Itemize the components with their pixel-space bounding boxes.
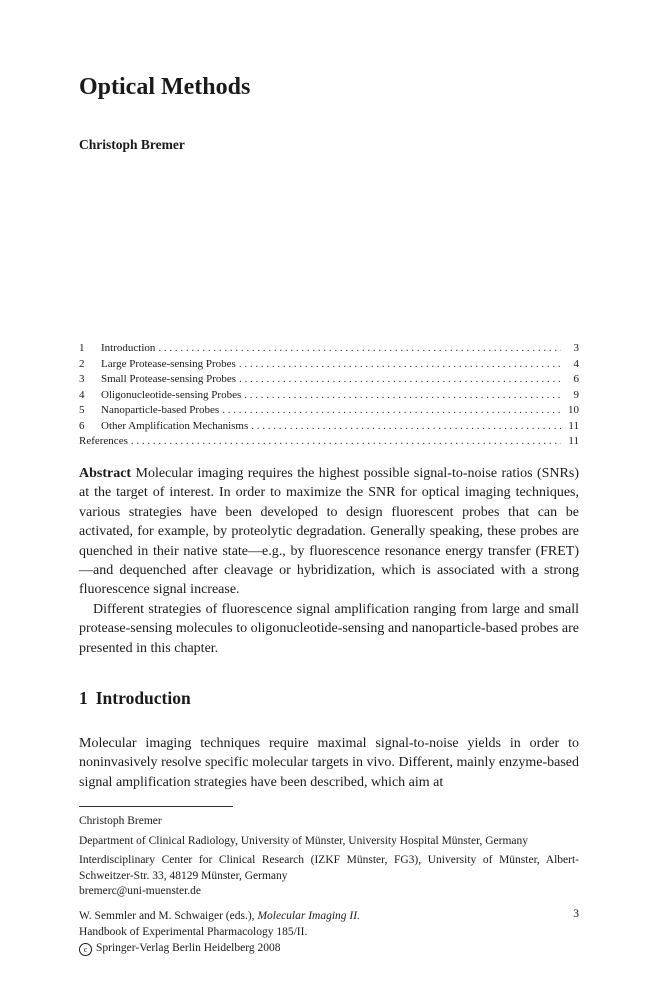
toc-entry-page: 11 — [568, 419, 579, 432]
toc-entry-title: Introduction — [101, 342, 156, 354]
section-number: 1 — [79, 688, 88, 708]
toc-dot-leader — [251, 420, 561, 432]
toc-entry-number: 5 — [79, 404, 85, 416]
author-affiliation — [79, 814, 579, 900]
toc-entry[interactable] — [79, 342, 579, 358]
chapter-author: Christoph Bremer — [79, 137, 185, 152]
toc-entry-title: References — [79, 435, 128, 447]
toc-entry[interactable] — [79, 420, 579, 436]
toc-entry-page: 3 — [573, 342, 579, 354]
abstract-text-1: Molecular imaging requires the highest possible signal-to-noise ratios (SNRs) at the target of interest. In order to maximize the SNR for optical imaging techniques, various strategies have been developed to design fluorescent probes that can be activated, for example, by proteolytic degradation. Generally speaking, these probes are quenched in their native state—e.g., by fluorescence resonance energy transfer (FRET)—and dequenched after cleavage or hybridization, which is associated with a strong fluorescence signal increase. — [79, 466, 579, 598]
toc-entry-title: Nanoparticle-based Probes — [101, 404, 220, 416]
citation-editors-line — [79, 908, 579, 924]
toc-dot-leader — [239, 358, 561, 370]
toc-entry-page: 6 — [573, 373, 579, 385]
introduction-paragraph: Molecular imaging techniques require maximal signal-to-noise yields in order to noninvasively resolve specific molecular targets in vivo. Different, mainly enzyme-based signal amplification strategies have been described, which aim at — [79, 736, 579, 790]
footnote-divider — [79, 806, 233, 807]
citation-book-title: Molecular Imaging II. — [257, 910, 360, 922]
section-title: Introduction — [95, 688, 191, 708]
toc-entry-title: Large Protease-sensing Probes — [101, 357, 236, 370]
toc-dot-leader — [158, 342, 561, 354]
toc-dot-leader — [239, 373, 561, 385]
affiliation-name: Christoph Bremer — [79, 815, 162, 827]
toc-entry[interactable] — [79, 373, 579, 389]
citation-series: Handbook of Experimental Pharmacology 185/II. — [79, 926, 308, 938]
abstract-paragraph-2: Different strategies of fluorescence signal amplification ranging from large and small protease-sensing molecules to oligonucleotide-sensing and nanoparticle-based probes are presented in this chapter. — [79, 601, 579, 656]
toc-entry-page: 10 — [568, 404, 579, 416]
page — [79, 0, 579, 1000]
toc-entry-page: 4 — [573, 357, 579, 370]
toc-entry-number: 1 — [79, 342, 85, 354]
toc-entry-title: Other Amplification Mechanisms — [101, 419, 249, 432]
toc-entry[interactable] — [79, 358, 579, 374]
toc-dot-leader — [222, 404, 561, 416]
affiliation-email: bremerc@uni-muenster.de — [79, 885, 202, 897]
section-heading-introduction — [79, 688, 191, 709]
citation-copyright: Springer-Verlag Berlin Heidelberg 2008 — [96, 942, 281, 954]
toc-entry-page: 11 — [568, 435, 579, 447]
affiliation-department: Department of Clinical Radiology, University of Münster, University Hospital Münster, Germany — [79, 834, 528, 847]
page-number: 3 — [573, 908, 579, 920]
abstract — [79, 464, 579, 658]
book-citation — [79, 908, 579, 956]
toc-entry-number: 3 — [79, 373, 85, 385]
toc-entry-title: Oligonucleotide-sensing Probes — [101, 388, 242, 401]
table-of-contents — [79, 342, 579, 451]
toc-entry[interactable] — [79, 404, 579, 420]
copyright-icon: c — [79, 943, 92, 956]
toc-dot-leader — [244, 389, 561, 401]
toc-dot-leader — [131, 435, 561, 447]
toc-entry[interactable] — [79, 435, 579, 451]
toc-entry-number: 4 — [79, 388, 85, 401]
toc-entry-number: 6 — [79, 419, 85, 432]
abstract-paragraph-1 — [79, 464, 579, 600]
citation-editors: W. Semmler and M. Schwaiger (eds.), — [79, 910, 255, 922]
citation-copyright-line — [79, 940, 579, 956]
toc-entry-page: 9 — [573, 388, 579, 401]
toc-entry-title: Small Protease-sensing Probes — [101, 373, 237, 385]
toc-entry[interactable] — [79, 389, 579, 405]
abstract-label: Abstract — [79, 466, 132, 481]
toc-entry-number: 2 — [79, 357, 85, 370]
chapter-title: Optical Methods — [79, 74, 251, 100]
affiliation-center: Interdisciplinary Center for Clinical Research (IZKF Münster, FG3), University of Münster, Albert-Schweitzer-Str. 33, 48129 Münster, Germany — [79, 854, 579, 882]
